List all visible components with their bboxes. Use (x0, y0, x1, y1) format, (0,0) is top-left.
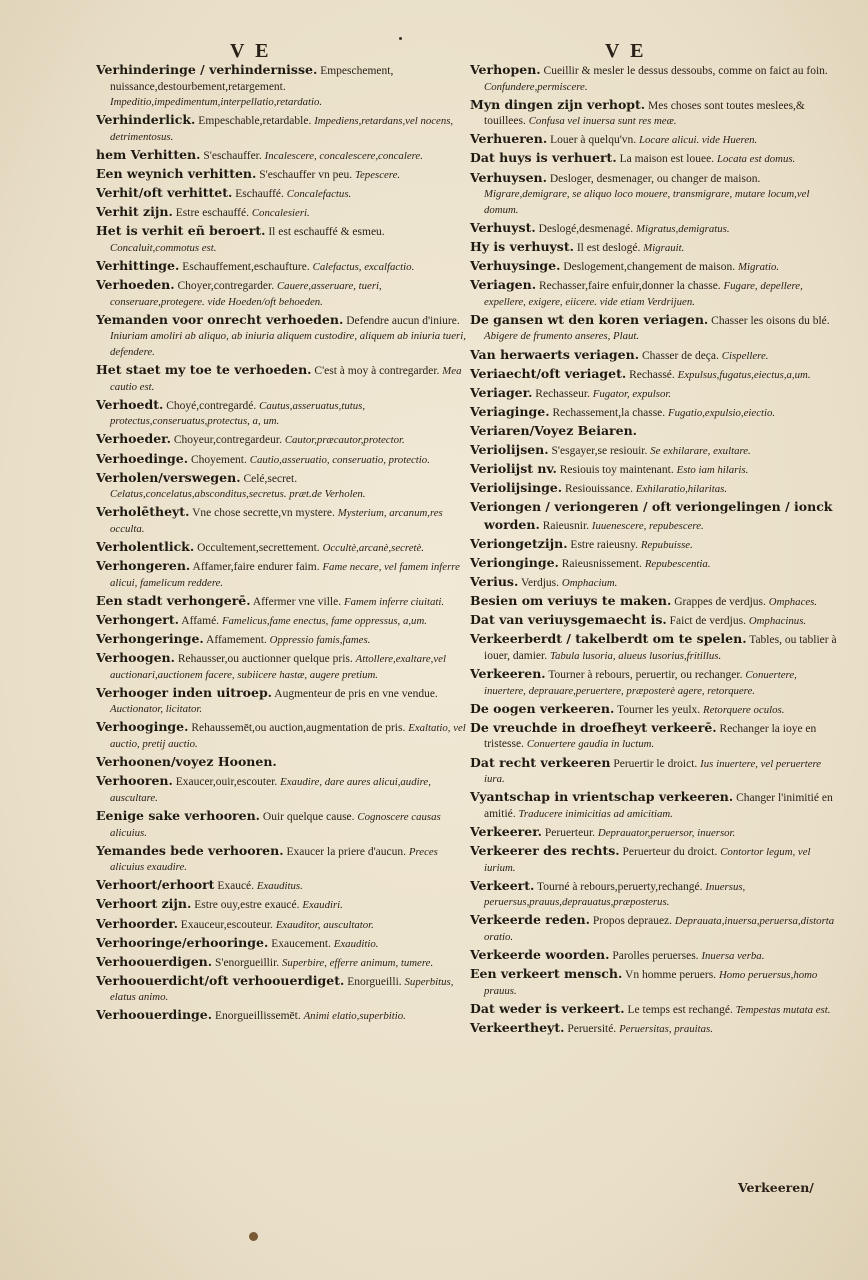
dictionary-entry (470, 947, 840, 965)
headword: Veriagen. (470, 277, 537, 293)
headword: Verhuysen. (470, 169, 547, 185)
french-gloss: Exaucer,ouir,escouter. (175, 776, 278, 789)
latin-gloss: Mea cautio est. (110, 365, 462, 393)
dictionary-entry (470, 170, 840, 219)
french-gloss: S'esgayer,se resiouir. (551, 444, 648, 457)
latin-gloss: Fame necare, vel famem inferre alicui, famelicum reddere. (110, 561, 460, 589)
latin-gloss: Oppressio famis,fames. (269, 634, 371, 646)
latin-gloss: Expulsus,fugatus,eiectus,a,um. (677, 368, 811, 381)
headword: Het is verhit eñ beroert. (96, 223, 266, 239)
french-gloss: Occultement,secrettement. (197, 542, 320, 555)
french-gloss: Exaucer la priere d'aucun. (286, 845, 407, 858)
french-gloss: S'eschauffer. (203, 149, 262, 162)
latin-gloss: Inuersus, peruersus,prauus,deprauatus,præposterus. (484, 880, 746, 909)
latin-gloss: Fugator, expulsor. (592, 387, 672, 400)
headword: Verhooginge. (96, 719, 189, 735)
french-gloss: Grappes de verdjus. (674, 596, 766, 609)
headword: Dat van veriuysgemaecht is. (470, 612, 667, 628)
latin-gloss: Superbire, efferre animum, tumere. (282, 956, 434, 969)
right-column (470, 62, 840, 1039)
latin-gloss: Famelicus,fame enectus, fame oppressus, a,um. (221, 614, 427, 627)
headword: Verhoort/erhoort (96, 877, 215, 893)
headword: Verholentlick. (96, 539, 195, 555)
latin-gloss: Cautor,præcautor,protector. (284, 434, 405, 447)
headword: Veriaginge. (470, 403, 550, 419)
dictionary-entry (470, 574, 840, 592)
latin-gloss: Conuertere, inuertere, deprauare,peruertere, præposterè agere, retorquere. (484, 669, 797, 697)
dictionary-entry (96, 896, 466, 914)
french-gloss: Rehausser,ou auctionner quelque pris. (177, 653, 353, 666)
headword: Verius. (470, 574, 519, 590)
dictionary-entry (96, 954, 466, 972)
french-gloss: Choyer,contregarder. (177, 280, 275, 293)
headword: De gansen wt den koren veriagen. (470, 311, 709, 327)
headword: Verhooringe/erhooringe. (96, 934, 269, 950)
headword: Van herwaerts veriagen. (470, 346, 640, 362)
latin-gloss: Impeditio,impedimentum,interpellatio,retardatio. (110, 96, 323, 109)
french-gloss: Rechanger la ioye en tristesse. (484, 722, 817, 751)
headword: Verkeertheyt. (470, 1019, 565, 1035)
headword: Veriongen / veriongeren / oft veriongelingen / ionck worden. (470, 499, 833, 532)
french-gloss: Tourner à rebours, peruertir, ou rechanger. (548, 669, 743, 682)
headword: Verhooger inden uitroep. (96, 684, 273, 700)
latin-gloss: Deprauator,peruersor, inuersor. (597, 826, 736, 839)
french-gloss: Changer l'inimitié en amitié. (484, 792, 833, 820)
dictionary-entry (470, 824, 840, 842)
french-gloss: S'eschauffer vn peu. (259, 169, 353, 182)
latin-gloss: Exaltatio, vel auctio, pretij auctio. (110, 722, 466, 751)
dictionary-entry (96, 558, 466, 591)
headword: Verhinderinge / verhindernisse. (96, 62, 318, 77)
latin-gloss: Exauditus. (256, 880, 303, 893)
latin-gloss: Inuersa verba. (701, 950, 765, 963)
ink-dot (399, 37, 402, 40)
dictionary-entry (96, 973, 466, 1006)
dictionary-entry (470, 461, 840, 479)
latin-gloss: Concaluit,commotus est. (110, 241, 217, 254)
latin-gloss: Concalefactus. (286, 188, 352, 201)
dictionary-entry (96, 754, 466, 772)
headword: Verkeerer des rechts. (470, 843, 620, 859)
headword: Verhueren. (470, 131, 548, 147)
latin-gloss: Confundere,permiscere. (484, 80, 588, 93)
latin-gloss: Migrare,demigrare, se aliquo loco mouere, transmigrare, mutare locum,vel domum. (484, 188, 810, 216)
latin-gloss: Impediens,retardans,vel nocens, detrimentosus. (110, 115, 454, 143)
dictionary-entry (470, 966, 840, 999)
headword: Verhittinge. (96, 258, 180, 274)
french-gloss: Affamement. (206, 634, 267, 646)
dictionary-entry (470, 480, 840, 498)
latin-gloss: Peruersitas, prauitas. (619, 1022, 713, 1035)
dictionary-entry (470, 536, 840, 554)
dictionary-entry (96, 539, 466, 557)
headword: Besien om veriuys te maken. (470, 593, 672, 609)
dictionary-entry (96, 916, 466, 934)
dictionary-entry (96, 773, 466, 806)
latin-gloss: Occultè,arcanè,secretè. (322, 542, 424, 555)
latin-gloss: Omphacinus. (748, 615, 807, 628)
headword: Verhooren. (96, 773, 173, 789)
dictionary-entry (96, 397, 466, 430)
dictionary-entry (470, 385, 840, 403)
headword: Verhoouerdinge. (96, 1007, 213, 1023)
dictionary-entry (96, 185, 466, 203)
headword: Verhit zijn. (96, 204, 173, 220)
left-column (96, 62, 466, 1027)
latin-gloss: Cautus,asseruatus,tutus, protectus,conseruatus,protectus, a, um. (110, 399, 366, 428)
latin-gloss: Se exhilarare, exultare. (650, 444, 751, 457)
french-gloss: Peruertir le droict. (613, 757, 698, 770)
latin-gloss: Iuuenescere, repubescere. (591, 519, 704, 532)
dictionary-entry (470, 62, 840, 95)
dictionary-entry (470, 277, 840, 310)
french-gloss: Chasser de deça. (641, 349, 719, 362)
dictionary-entry (96, 808, 466, 841)
french-gloss: Eschauffement,eschaufture. (182, 261, 310, 274)
latin-gloss: Homo peruersus,homo prauus. (484, 969, 818, 997)
dictionary-entry (470, 150, 840, 168)
french-gloss: S'enorgueillir. (214, 956, 280, 969)
latin-gloss: Tepescere. (355, 169, 401, 182)
dictionary-entry (470, 555, 840, 573)
headword: Verkeerde reden. (470, 912, 590, 928)
latin-gloss: Cispellere. (721, 349, 769, 362)
latin-gloss: Superbitus, elatus animo. (110, 975, 454, 1004)
latin-gloss: Exaudiri. (302, 899, 343, 912)
headword: Dat huys is verhuert. (470, 150, 617, 166)
french-gloss: Choyé,contregardé. (166, 399, 257, 412)
french-gloss: Verdjus. (521, 577, 560, 590)
french-gloss: Rechasser,faire enfuir,donner la chasse. (538, 280, 721, 293)
french-gloss: Rehaussemēt,ou auction,augmentation de pris. (191, 722, 406, 735)
headword: Verkeerde woorden. (470, 947, 610, 963)
dictionary-entry (470, 366, 840, 384)
dictionary-entry (470, 347, 840, 365)
dictionary-entry (470, 499, 840, 534)
dictionary-entry (470, 701, 840, 719)
french-gloss: La maison est louee. (619, 153, 715, 166)
dictionary-entry (470, 258, 840, 276)
headword: Dat recht verkeeren (470, 754, 611, 770)
headword: Veriaecht/oft veriaget. (470, 365, 627, 381)
headword: Een stadt verhongerē. (96, 592, 251, 608)
french-gloss: Enorgueillissemēt. (214, 1010, 301, 1023)
headword: Verholen/verswegen. (96, 469, 241, 485)
dictionary-entry (96, 504, 466, 537)
catchword: Verkeeren/ (738, 1180, 814, 1195)
latin-gloss: Esto iam hilaris. (676, 464, 749, 477)
latin-gloss: Tempestas mutata est. (735, 1003, 831, 1016)
french-gloss: Chasser les oisons du blé. (711, 314, 830, 327)
latin-gloss: Omphacium. (561, 577, 618, 590)
headword: Verkeerer. (470, 823, 542, 839)
dictionary-entry (96, 312, 466, 361)
headword: Veriaren/Voyez Beiaren. (470, 422, 638, 438)
french-gloss: Resiouissance. (565, 483, 634, 496)
french-gloss: Tables, ou tablier à iouer, damier. (484, 634, 837, 662)
latin-gloss: Famem inferre ciuitati. (343, 595, 445, 608)
latin-gloss: Abigere de frumento anseres, Plaut. (484, 330, 640, 343)
headword: Verhit/oft verhittet. (96, 185, 233, 201)
dictionary-entry (96, 204, 466, 222)
dictionary-entry (470, 131, 840, 149)
headword: Verhoouerdicht/oft verhoouerdiget. (96, 972, 345, 988)
headword: Een verkeert mensch. (470, 966, 623, 982)
dictionary-entry (470, 404, 840, 422)
dictionary-entry (470, 612, 840, 630)
headword: Verhongert. (96, 611, 180, 627)
french-gloss: Estre raieusny. (570, 538, 639, 551)
dictionary-entry (470, 912, 840, 945)
french-gloss: Rechassement,la chasse. (552, 406, 666, 419)
headword: Verhongeringe. (96, 631, 204, 646)
headword: Yemanden voor onrecht verhoeden. (96, 311, 344, 327)
french-gloss: Deslogé,desmenagé. (538, 222, 634, 235)
dictionary-entry (470, 1020, 840, 1038)
latin-gloss: Conuertere gaudia in luctum. (526, 738, 655, 751)
french-gloss: Cueillir & mesler le dessus dessoubs, comme on faict au foin. (543, 65, 828, 77)
latin-gloss: Migratio. (738, 261, 780, 274)
latin-gloss: Incalescere, concalescere,concalere. (264, 149, 423, 162)
headword: Yemandes bede verhooren. (96, 842, 284, 858)
latin-gloss: Deprauata,inuersa,peruersa,distorta oratio. (484, 915, 835, 943)
french-gloss: Mes choses sont toutes meslees,& touillees. (484, 99, 805, 128)
latin-gloss: Fugare, depellere, expellere, exigere, eiicere. vide etiam Verdrijuen. (484, 280, 803, 308)
dictionary-entry (470, 423, 840, 441)
french-gloss: Propos deprauez. (592, 915, 673, 928)
dictionary-entry (470, 789, 840, 822)
dictionary-entry (96, 277, 466, 310)
latin-gloss: Cautio,asseruatio, conseruatio, protectio. (249, 453, 430, 466)
latin-gloss: Omphaces. (768, 596, 818, 609)
dictionary-entry (96, 631, 466, 649)
french-gloss: Rechasseur. (535, 387, 590, 400)
latin-gloss: Repubuisse. (640, 538, 693, 551)
dictionary-entry (96, 147, 466, 165)
french-gloss: Raieusnissement. (561, 558, 642, 571)
headword: Verhoorder. (96, 915, 178, 931)
french-gloss: Exaucé. (217, 880, 255, 893)
headword: Verhoeden. (96, 277, 175, 293)
latin-gloss: Iniuriam amoliri ab aliquo, ab iniuria aliquem custodire, aliquem ab iniuria tueri, defendere. (110, 330, 466, 358)
headword: Verhuysinge. (470, 258, 561, 274)
latin-gloss: Locata est domus. (716, 153, 796, 166)
latin-gloss: Tabula lusoria, alueus lusorius,fritillus. (549, 650, 722, 662)
latin-gloss: Concalesieri. (251, 207, 310, 220)
headword: Dat weder is verkeert. (470, 1000, 625, 1016)
headword: Veriongetzijn. (470, 535, 568, 551)
latin-gloss: Exauditor, auscultator. (275, 918, 374, 931)
dictionary-entry (96, 685, 466, 718)
latin-gloss: Retorquere oculos. (703, 703, 785, 716)
latin-gloss: Migrauit. (643, 241, 685, 254)
dictionary-entry (96, 62, 466, 111)
dictionary-entry (96, 935, 466, 953)
french-gloss: Affermer vne ville. (252, 595, 342, 608)
french-gloss: Estre eschauffé. (175, 207, 249, 220)
latin-gloss: Exauditio. (333, 937, 379, 950)
headword: De oogen verkeeren. (470, 700, 615, 716)
latin-gloss: Preces alicuius exaudire. (110, 845, 438, 874)
dictionary-entry (96, 593, 466, 611)
headword: hem Verhitten. (96, 146, 201, 162)
latin-gloss: Animi elatio,superbitio. (303, 1010, 406, 1023)
french-gloss: Parolles peruerses. (612, 950, 699, 963)
dictionary-entry (96, 612, 466, 630)
french-gloss: Raieusnir. (542, 519, 590, 532)
latin-gloss: Repubescentia. (644, 558, 711, 571)
french-gloss: Peruerteur du droict. (622, 846, 718, 859)
dictionary-entry (96, 258, 466, 276)
headword: Eenige sake verhooren. (96, 807, 261, 823)
latin-gloss: Traducere inimicitias ad amicitiam. (518, 807, 673, 820)
dictionary-entry (96, 470, 466, 503)
dictionary-entry (96, 431, 466, 449)
dictionary-entry (470, 755, 840, 788)
latin-gloss: Auctionator, licitator. (110, 703, 203, 716)
french-gloss: Choyeur,contregardeur. (173, 434, 282, 447)
dictionary-entry (96, 719, 466, 752)
french-gloss: Il est eschauffé & esmeu. (268, 226, 385, 239)
french-gloss: Il est deslogé. (576, 241, 641, 254)
running-header-right: V E (605, 40, 647, 62)
headword: Veriolijsinge. (470, 480, 563, 496)
dictionary-entry (470, 593, 840, 611)
french-gloss: Affamé. (181, 614, 220, 627)
dictionary-entry (96, 223, 466, 256)
headword: Verkeert. (470, 877, 535, 893)
dictionary-entry (470, 220, 840, 238)
latin-gloss: Fugatio,expulsio,eiectio. (668, 406, 776, 419)
french-gloss: Empeschement, nuissance,destourbement,retargement. (110, 65, 394, 93)
latin-gloss: Attollere,exaltare,vel auctionari,auctionem facere, subiicere hastæ, augere pretium. (110, 653, 446, 681)
headword: Verhinderlick. (96, 112, 196, 128)
headword: Veriager. (470, 384, 533, 400)
french-gloss: Eschauffé. (235, 188, 284, 201)
latin-gloss: Calefactus, excalfactio. (312, 261, 415, 274)
french-gloss: Peruerteur. (544, 826, 596, 839)
headword: Verhoedinge. (96, 450, 189, 466)
french-gloss: Vn homme peruers. (625, 969, 717, 982)
dictionary-entry (470, 843, 840, 876)
headword: Verholētheyt. (96, 504, 190, 520)
latin-gloss: Cognoscere causas alicuius. (110, 810, 441, 839)
latin-gloss: Exhilaratio,hilaritas. (635, 483, 728, 496)
french-gloss: Tourner les yeulx. (616, 703, 701, 716)
dictionary-entry (470, 631, 840, 664)
dictionary-entry (470, 97, 840, 130)
headword: Vyantschap in vrientschap verkeeren. (470, 789, 734, 805)
french-gloss: Vne chose secrette,vn mystere. (192, 507, 335, 520)
latin-gloss: Contortor legum, vel iurium. (484, 846, 811, 874)
latin-gloss: Celatus,concelatus,absconditus,secretus. præt.de Verholen. (110, 488, 366, 501)
headword: Verhoeder. (96, 431, 171, 447)
dictionary-entry (470, 720, 840, 753)
latin-gloss: Confusa vel inuersa sunt res meæ. (528, 115, 677, 128)
dictionary-entry (470, 312, 840, 345)
dictionary-entry (470, 878, 840, 911)
headword: Verhongeren. (96, 558, 191, 574)
latin-gloss: Locare alicui. vide Hueren. (639, 134, 758, 147)
french-gloss: Peruersité. (567, 1022, 617, 1035)
latin-gloss: Ius inuertere, vel peruertere iura. (484, 757, 822, 786)
latin-gloss: Exaudire, dare aures alicui,audire, auscultare. (110, 776, 431, 804)
headword: Verionginge. (470, 555, 559, 571)
french-gloss: Augmenteur de pris en vne vendue. (274, 687, 438, 700)
headword: Verhuyst. (470, 219, 536, 235)
french-gloss: Exauceur,escouteur. (180, 918, 273, 931)
dictionary-entry (470, 1001, 840, 1019)
french-gloss: Le temps est rechangé. (627, 1003, 733, 1016)
french-gloss: Louer à quelqu'vn. (550, 134, 637, 147)
headword: Verhoonen/voyez Hoonen. (96, 754, 277, 770)
headword: Verkeerberdt / takelberdt om te spelen. (470, 631, 747, 647)
headword: Verhoort zijn. (96, 896, 192, 912)
headword: Verkeeren. (470, 666, 546, 682)
french-gloss: Defendre aucun d'iniure. (346, 314, 460, 327)
dictionary-entry (96, 362, 466, 395)
french-gloss: Estre ouy,estre exaucé. (194, 899, 300, 912)
headword: Myn dingen zijn verhopt. (470, 96, 646, 112)
dictionary-entry (96, 166, 466, 184)
headword: De vreuchde in droefheyt verkeerē. (470, 719, 717, 735)
headword: Hy is verhuyst. (470, 238, 574, 254)
running-header-left: V E (230, 40, 272, 62)
french-gloss: Celé,secret. (243, 472, 298, 485)
dictionary-entry (96, 451, 466, 469)
headword: Verhoouerdigen. (96, 953, 213, 969)
french-gloss: Exaucement. (271, 937, 331, 950)
headword: Het staet my toe te verhoeden. (96, 362, 312, 378)
french-gloss: Deslogement,changement de maison. (563, 261, 736, 274)
headword: Een weynich verhitten. (96, 166, 257, 182)
dictionary-entry (470, 666, 840, 699)
headword: Verhoedt. (96, 396, 164, 412)
headword: Veriolijst nv. (470, 461, 557, 477)
headword: Veriolijsen. (470, 441, 549, 457)
headword: Verhopen. (470, 62, 541, 77)
dictionary-entry (470, 239, 840, 257)
page-ornament (249, 1232, 258, 1241)
headword: Verhoogen. (96, 650, 175, 666)
dictionary-entry (96, 843, 466, 876)
french-gloss: Affamer,faire endurer faim. (192, 561, 320, 574)
french-gloss: Enorgueilli. (347, 975, 402, 988)
french-gloss: Ouir quelque cause. (262, 810, 355, 823)
french-gloss: Desloger, desmenager, ou changer de maison. (549, 172, 761, 185)
french-gloss: Empeschable,retardable. (198, 115, 312, 128)
french-gloss: C'est à moy à contregarder. (314, 365, 440, 378)
latin-gloss: Migratus,demigratus. (635, 222, 730, 235)
french-gloss: Resiouis toy maintenant. (559, 464, 674, 477)
dictionary-entry (96, 650, 466, 683)
latin-gloss: Cauere,asseruare, tueri, conseruare,protegere. vide Hoeden/oft behoeden. (110, 280, 382, 308)
french-gloss: Choyement. (190, 453, 247, 466)
french-gloss: Tourné à rebours,peruerty,rechangé. (537, 880, 703, 893)
dictionary-entry (470, 442, 840, 460)
dictionary-entry (96, 1007, 466, 1025)
dictionary-entry (96, 877, 466, 895)
french-gloss: Faict de verdjus. (669, 615, 746, 628)
latin-gloss: Mysterium, arcanum,res occulta. (110, 507, 443, 535)
dictionary-entry (96, 112, 466, 145)
french-gloss: Rechassé. (629, 368, 675, 381)
